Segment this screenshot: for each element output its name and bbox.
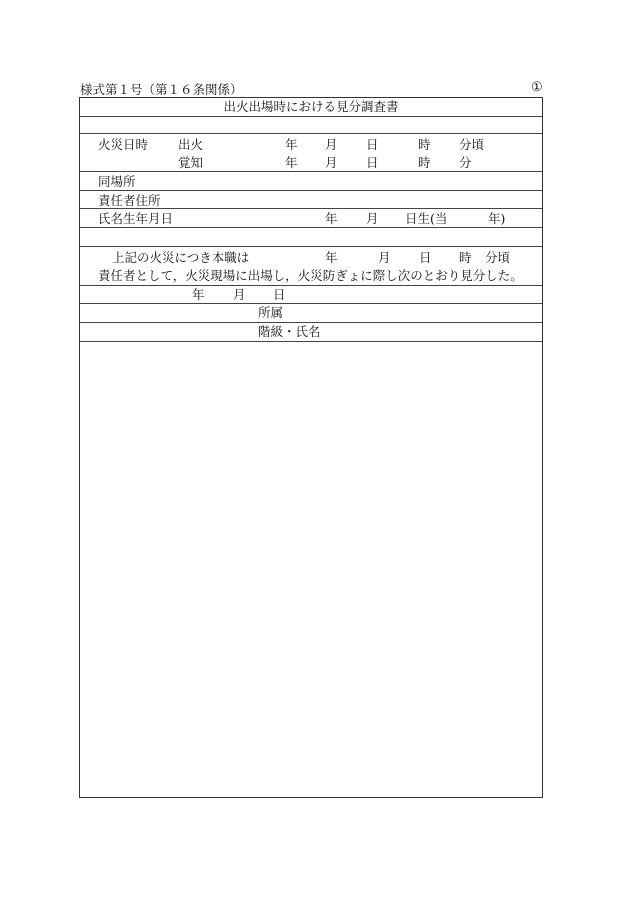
row-divider — [80, 116, 542, 117]
statement-body: 責任者として，火災現場に出場し，火災防ぎょに際し次のとおり見分した。 — [98, 268, 523, 283]
statement-month-unit: 月 — [378, 250, 391, 265]
detection-day-unit: 日 — [366, 155, 379, 170]
outbreak-label: 出火 — [178, 137, 204, 152]
affiliation-label: 所属 — [258, 305, 284, 320]
row-divider — [80, 171, 542, 172]
row-divider — [80, 246, 542, 247]
row-divider — [80, 303, 542, 304]
page-marker: ① — [531, 80, 543, 95]
statement-day-unit: 日 — [419, 250, 432, 265]
birth-day-unit: 日生(当 — [405, 211, 448, 226]
date-day-unit: 日 — [273, 287, 286, 302]
name-birthdate-label: 氏名生年月日 — [98, 211, 174, 226]
outbreak-month-unit: 月 — [325, 137, 338, 152]
fire-datetime-label: 火災日時 — [98, 137, 149, 152]
statement-year-unit: 年 — [325, 250, 338, 265]
outbreak-year-unit: 年 — [285, 137, 298, 152]
form-number: 様式第１号（第１６条関係） — [80, 82, 243, 97]
statement-prefix: 上記の火災につき本職は — [112, 250, 250, 265]
inspection-form — [79, 97, 543, 798]
responsible-address-label: 責任者住所 — [98, 193, 161, 208]
age-close: 年) — [488, 211, 506, 226]
detection-hour-unit: 時 — [418, 155, 431, 170]
outbreak-day-unit: 日 — [366, 137, 379, 152]
statement-minute-unit: 分頃 — [485, 250, 511, 265]
row-divider — [80, 133, 542, 134]
detection-month-unit: 月 — [325, 155, 338, 170]
row-divider — [80, 322, 542, 323]
row-divider — [80, 190, 542, 191]
same-place-label: 同場所 — [98, 174, 136, 189]
detection-label: 覚知 — [178, 155, 204, 170]
birth-month-unit: 月 — [366, 211, 379, 226]
outbreak-minute-unit: 分頃 — [459, 137, 485, 152]
detection-minute-unit: 分 — [459, 155, 472, 170]
statement-hour-unit: 時 — [459, 250, 472, 265]
birth-year-unit: 年 — [325, 211, 338, 226]
outbreak-hour-unit: 時 — [418, 137, 431, 152]
row-divider — [80, 285, 542, 286]
form-title: 出火出場時における見分調査書 — [223, 99, 399, 114]
inspection-notes-area[interactable] — [80, 342, 542, 797]
row-divider — [80, 227, 542, 228]
date-year-unit: 年 — [192, 287, 205, 302]
rank-name-label: 階級・氏名 — [258, 324, 321, 339]
date-month-unit: 月 — [233, 287, 246, 302]
detection-year-unit: 年 — [285, 155, 298, 170]
